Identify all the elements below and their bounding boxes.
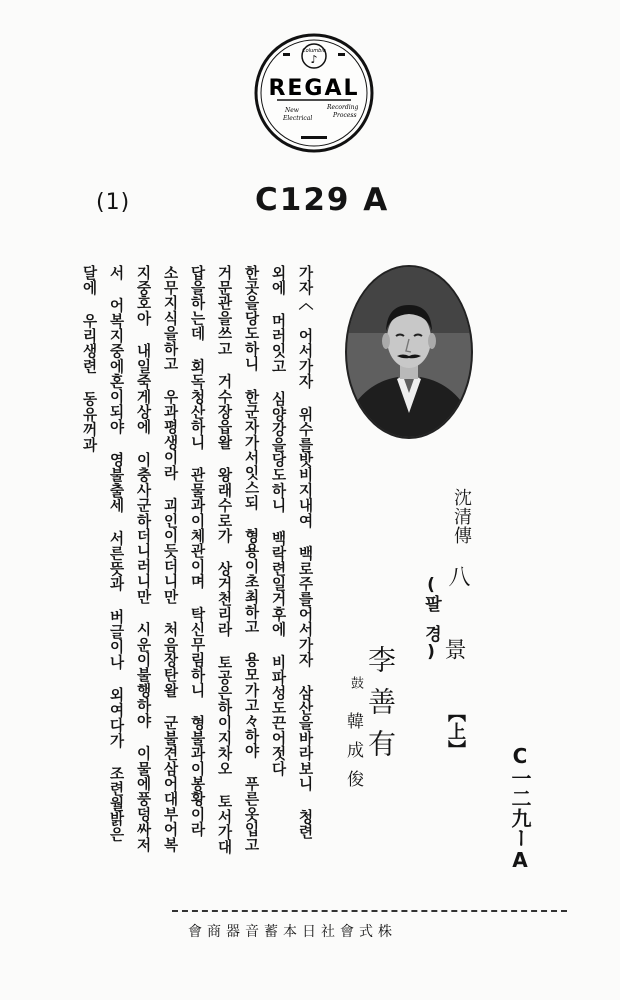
lyrics-line-1: 가자〈 어서가자 위수를밧비지내여 백로주를어서가자 삼산을바라보니 청련 [296, 265, 314, 840]
footer-divider [172, 910, 567, 912]
title-reading: (팔 [421, 575, 441, 612]
svg-text:Columbia: Columbia [302, 48, 326, 54]
title-part-2: 景 [441, 638, 466, 660]
performer-name: 李善有 [364, 645, 397, 771]
title-work: 沈清傳 [451, 488, 472, 545]
lyrics-line-2: 외에 머러잇고 심양강을당도하니 백락련일거후에 비파성도끈어젓다 [269, 265, 287, 777]
svg-text:Process: Process [333, 112, 357, 119]
lyrics-line-6: 소무지식을하고 우과평생이라 괴인이듯더니만 처음장탄왈 군불견삼어대부어복 [161, 265, 179, 853]
lyrics-line-4: 거문관을쓰고 거수장읍왈 왕래수로가 상거천리라 토공은하이지차오 토서가대 [215, 265, 233, 855]
svg-text:New: New [285, 107, 299, 114]
title-volume: 【上】 [445, 704, 466, 758]
accompaniment-name: 韓成俊 [343, 712, 363, 799]
regal-label-logo [253, 32, 375, 154]
lyrics-line-8: 서 어복지중에혼이되야 영불출세 서른뜻과 버글이나 외여다가 조련월밝은 [107, 265, 125, 842]
svg-text:Electrical: Electrical [283, 115, 313, 122]
side-code: C一二九ーA [508, 744, 532, 872]
title-part: 八 [445, 565, 470, 587]
lyrics-line-9: 달에 우리생련 동유꺼과 [80, 265, 98, 453]
catalog-number: C129 A [255, 182, 390, 218]
company-name: 會商器音蓄本日社會式株 [188, 924, 397, 940]
performer-portrait [343, 263, 475, 441]
page-index: (1) [96, 190, 131, 215]
svg-text:♪: ♪ [310, 53, 318, 66]
brand-text: REGAL [268, 76, 360, 101]
lyrics-line-3: 한곳을당도하니 한군자가서잇스되 형용이초최하고 용모가고々하야 푸른옷입고 [242, 265, 260, 853]
svg-text:Recording: Recording [327, 104, 359, 111]
accompaniment-instrument: 鼓 [348, 676, 363, 689]
lyrics-line-5: 답을하는데 회독청산하니 관물과이체관이며 탁신무림하니 형불과이봉황이라 [188, 265, 206, 837]
lyrics-line-7: 지중호아 내일죽게상에 이충사군하더니러니만 시운이불행하야 이물에풍덩싸저 [134, 265, 152, 853]
title-reading-2: 경) [421, 625, 441, 662]
